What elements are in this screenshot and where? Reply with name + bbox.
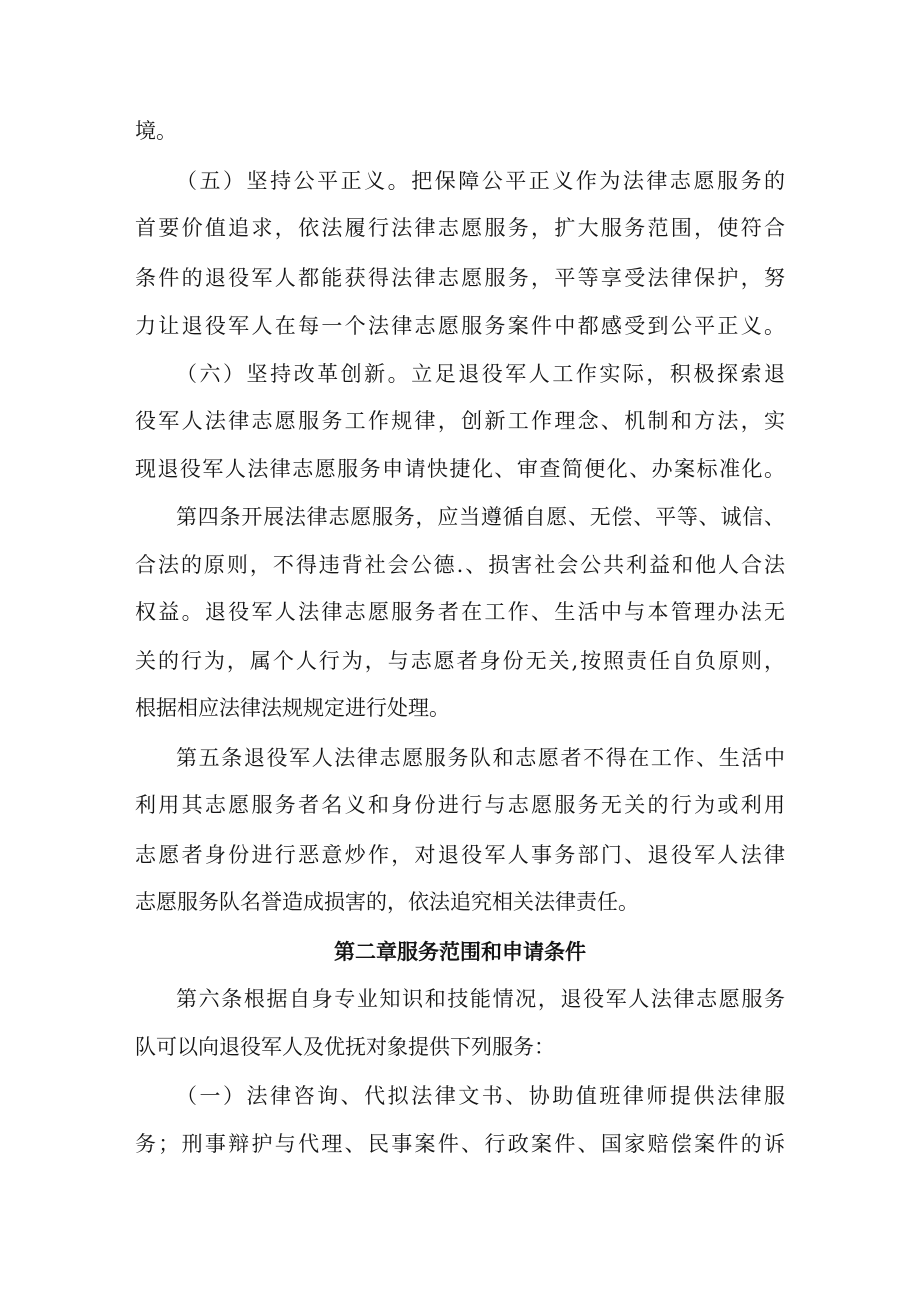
text-line: （一）法律咨询、代拟法律文书、协助值班律师提供法律服 — [176, 1084, 785, 1108]
text-line: 权益。退役军人法律志愿服务者在工作、生活中与本管理办法无 — [135, 600, 785, 624]
text-line: 首要价值追求，依法履行法律志愿服务，扩大服务范围，使符合 — [135, 216, 785, 240]
text-line: 利用其志愿服务者名义和身份进行与志愿服务无关的行为或利用 — [135, 793, 785, 817]
text-line: 根据相应法律法规规定进行处理。 — [135, 696, 450, 720]
chapter-heading: 第二章服务范围和申请条件 — [334, 939, 586, 964]
text-line: 境。 — [135, 119, 177, 143]
text-line: 力让退役军人在每一个法律志愿服务案件中都感受到公平正义。 — [135, 314, 785, 338]
text-line: （六）坚持改革创新。立足退役军人工作实际，积极探索退 — [176, 362, 785, 386]
text-line: 志愿服务队名誉造成损害的，依法追究相关法律责任。 — [135, 890, 639, 914]
text-line: 现退役军人法律志愿服务申请快捷化、审查简便化、办案标准化。 — [135, 457, 785, 481]
text-line: 第四条开展法律志愿服务，应当遵循自愿、无偿、平等、诚信、 — [176, 505, 785, 529]
text-line: 役军人法律志愿服务工作规律，创新工作理念、机制和方法，实 — [135, 409, 785, 433]
text-line: 关的行为，属个人行为，与志愿者身份无关,按照责任自负原则， — [135, 649, 785, 673]
text-line: 志愿者身份进行恶意炒作，对退役军人事务部门、退役军人法律 — [135, 843, 785, 867]
text-line: （五）坚持公平正义。把保障公平正义作为法律志愿服务的 — [176, 169, 785, 193]
text-line: 务；刑事辩护与代理、民事案件、行政案件、国家赔偿案件的诉 — [135, 1132, 785, 1156]
text-line: 合法的原则，不得违背社会公德.、损害社会公共利益和他人合法 — [135, 553, 785, 577]
text-line: 第五条退役军人法律志愿服务队和志愿者不得在工作、生活中 — [176, 746, 785, 770]
text-line: 队可以向退役军人及优抚对象提供下列服务： — [135, 1035, 555, 1059]
text-line: 条件的退役军人都能获得法律志愿服务，平等享受法律保护，努 — [135, 266, 785, 290]
text-line: 第六条根据自身专业知识和技能情况，退役军人法律志愿服务 — [176, 987, 785, 1011]
